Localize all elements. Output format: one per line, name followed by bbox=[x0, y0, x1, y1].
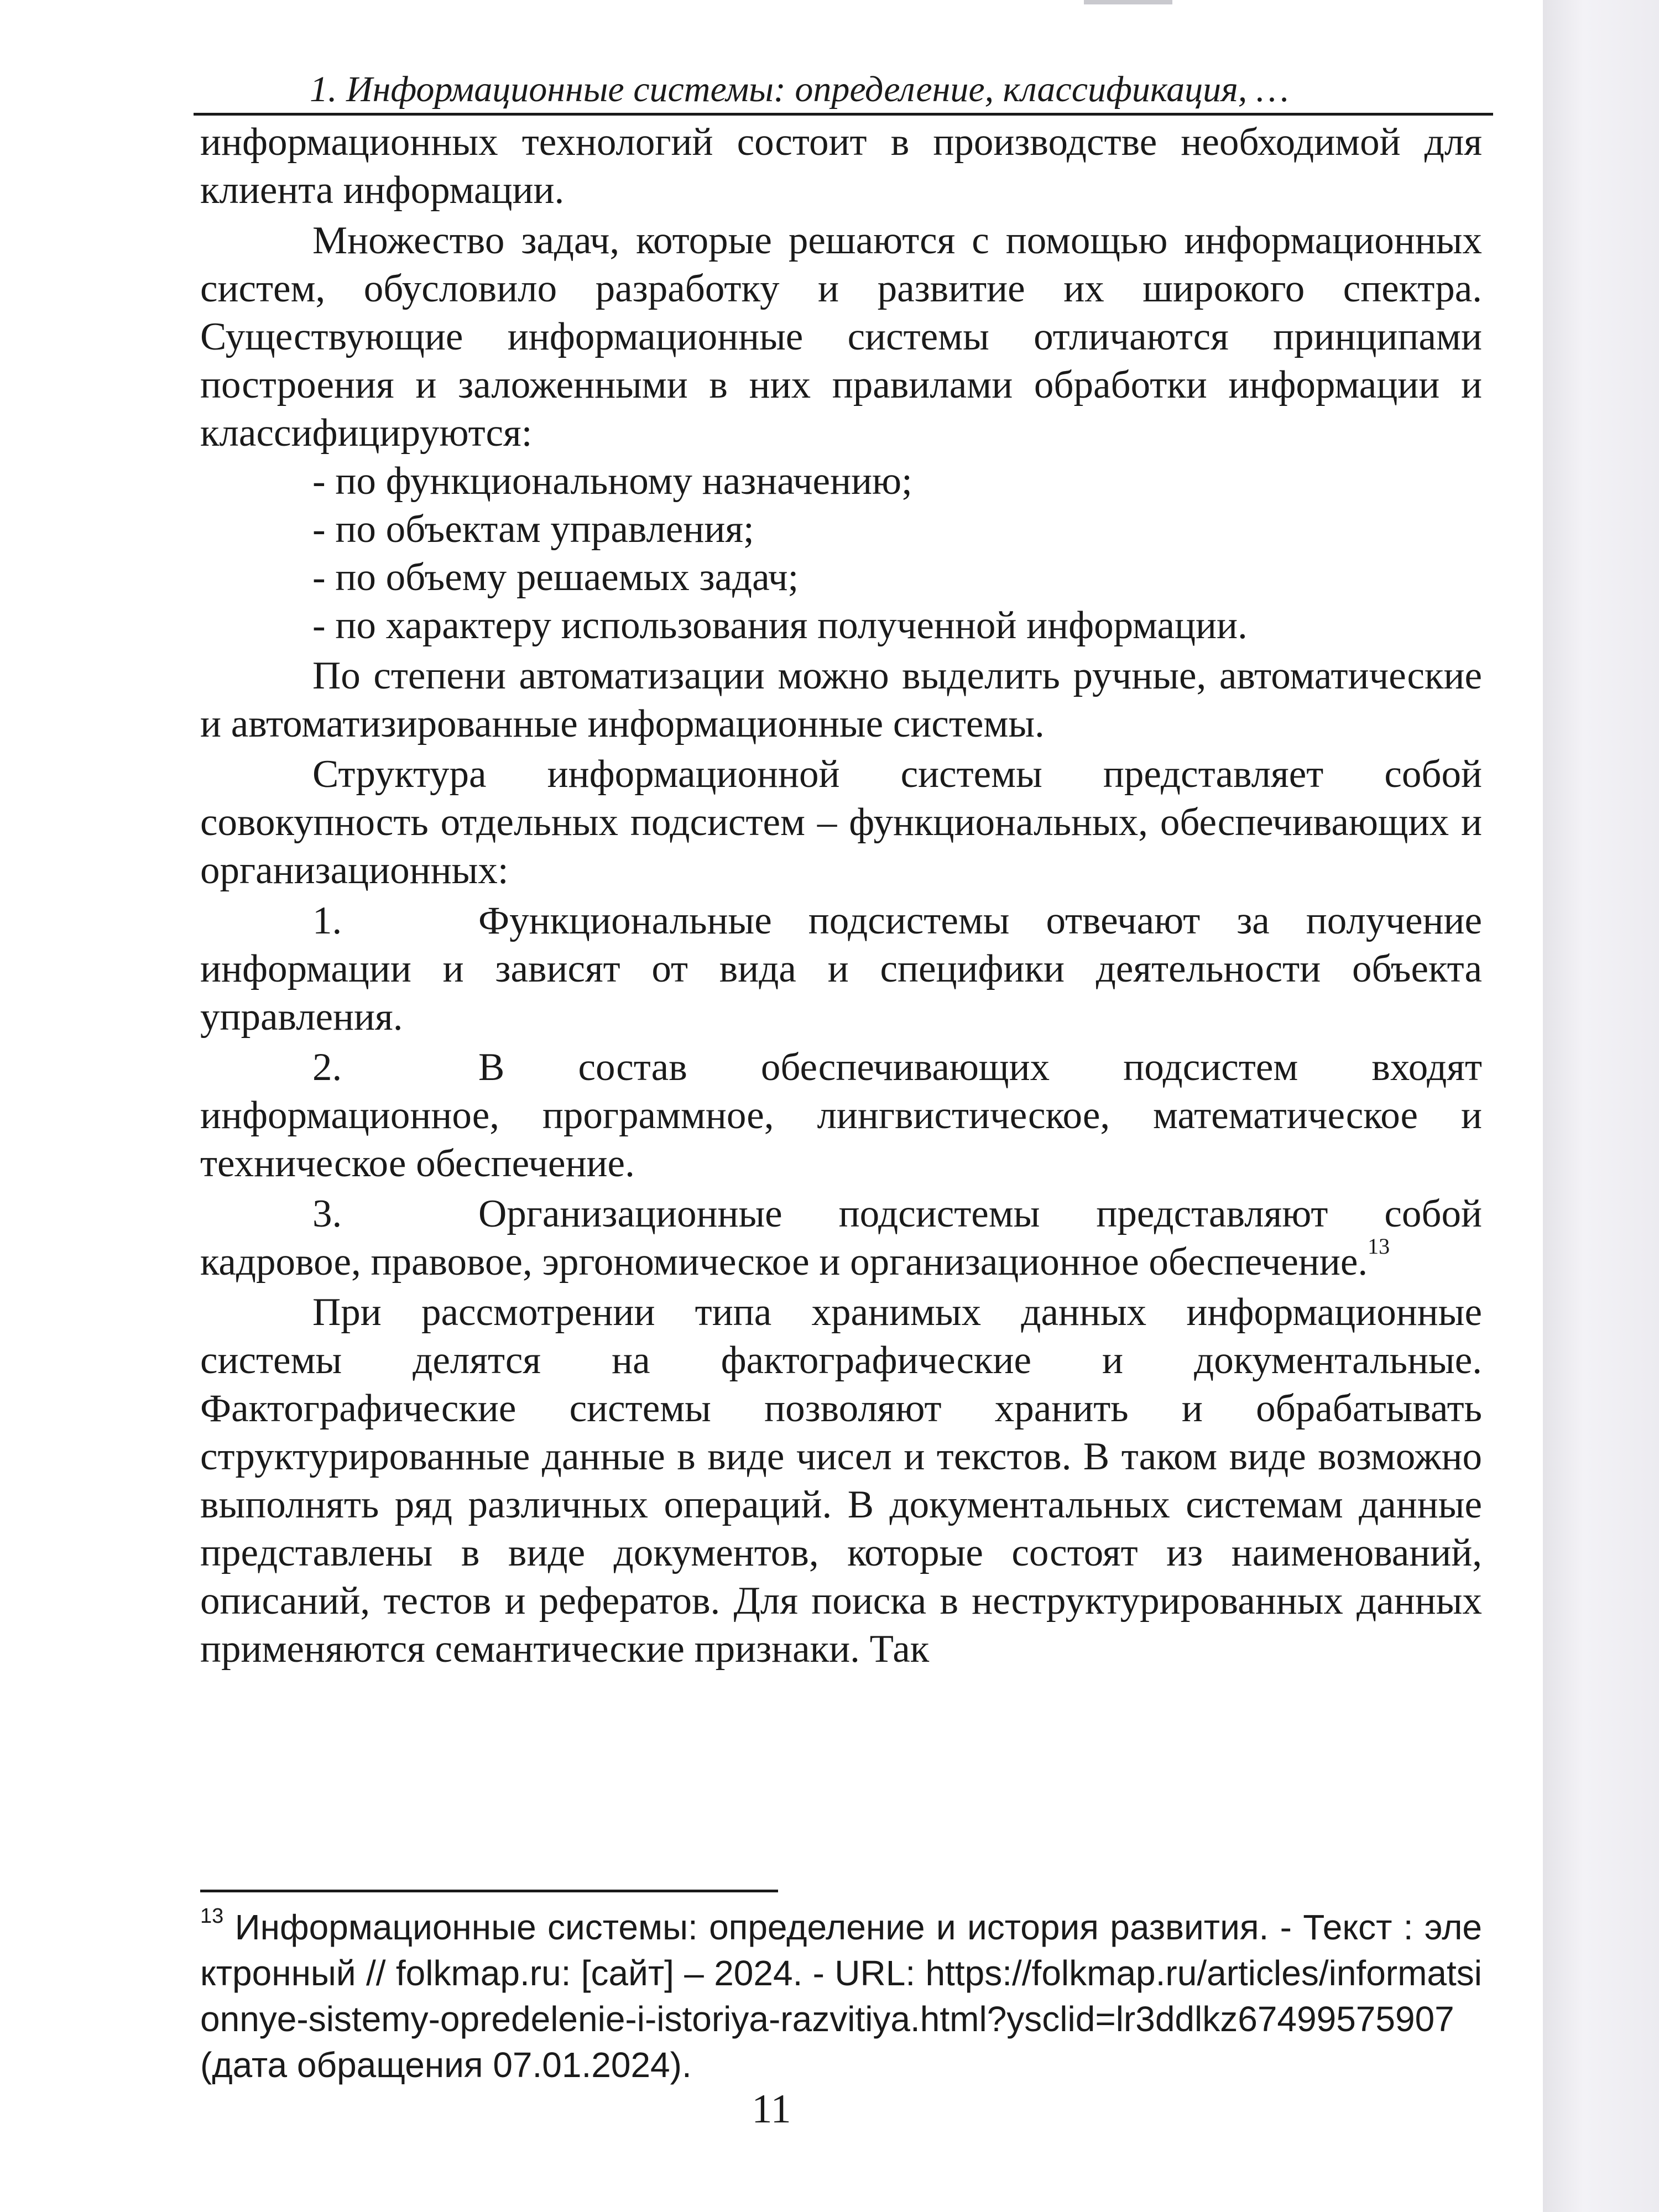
footnote-text: Информационные системы: определение и история развития. - Текст : электронный // folkmap.ru: [сайт] – 2024. - URL: https://folkmap.ru/articles/informatsionnye-sistemy-opredelenie-i-istoriya-razvitiya.html?ysclid=lr3ddlkz67499575907 (дата обращения 07.01.2024). bbox=[200, 1907, 1483, 2085]
running-header bbox=[194, 65, 1493, 115]
list-item: - по объектам управления; bbox=[312, 508, 754, 551]
numbered-item-2 bbox=[200, 1044, 1482, 1188]
numbered-item-text: Функциональные подсистемы отвечают за получение информации и зависят от вида и специфики деятельности объекта управления. bbox=[200, 899, 1482, 1039]
footnote bbox=[200, 1905, 1482, 2088]
list-item: - по объему решаемых задач; bbox=[312, 556, 799, 599]
running-title: 1. Информационные системы: определение, классификация, … bbox=[310, 69, 1289, 109]
numbered-item-text: В состав обеспечивающих подсистем входят информационное, программное, лингвистическое, математическое и техническое обеспечение. bbox=[200, 1046, 1482, 1185]
paragraph-5: При рассмотрении типа хранимых данных информационные системы делятся на фактографические и документальные. Фактографические системы позволяют хранить и обрабатывать структурированные данные в виде чисел и текстов. В таком виде возможно выполнять ряд различных операций. В документальных системам данные представлены в виде документов, которые состоят из наименований, описаний, тестов и рефератов. Для поиска в неструктурированных данных применяются семантические признаки. Так bbox=[200, 1291, 1482, 1671]
paragraph-3: По степени автоматизации можно выделить ручные, автоматические и автоматизированные информационные системы. bbox=[200, 654, 1482, 745]
paragraph-2: Множество задач, которые решаются с помощью информационных систем, обусловило разработку и развитие их широкого спектра. Существующие информационные системы отличаются принципами построения и заложенными в них правилами обработки информации и классифицируются: bbox=[200, 219, 1482, 455]
page-scuff-mark bbox=[1084, 0, 1172, 4]
numbered-item-number: 3. bbox=[312, 1192, 342, 1235]
page-edge-shadow bbox=[1543, 0, 1659, 2212]
numbered-item-number: 2. bbox=[312, 1046, 342, 1089]
paragraph-4: Структура информационной системы представляет собой совокупность отдельных подсистем – функциональных, обеспечивающих и организационных: bbox=[200, 753, 1482, 892]
numbered-item-3 bbox=[200, 1190, 1482, 1286]
numbered-item-number: 1. bbox=[312, 899, 342, 942]
footnote-reference[interactable]: 13 bbox=[1368, 1234, 1390, 1259]
page-number: 11 bbox=[752, 2086, 791, 2132]
main-text bbox=[200, 118, 1482, 1673]
list-item: - по характеру использования полученной информации. bbox=[312, 604, 1248, 647]
header-rule bbox=[194, 113, 1493, 116]
paragraph-1: информационных технологий состоит в производстве необходимой для клиента информации. bbox=[200, 121, 1482, 212]
list-item: - по функциональному назначению; bbox=[312, 460, 912, 503]
numbered-item-text: Организационные подсистемы представляют собой кадровое, правовое, эргономическое и организационное обеспечение. bbox=[200, 1192, 1482, 1284]
numbered-item-1 bbox=[200, 897, 1482, 1041]
footnote-marker: 13 bbox=[200, 1905, 224, 1928]
footnote-separator bbox=[200, 1890, 778, 1892]
